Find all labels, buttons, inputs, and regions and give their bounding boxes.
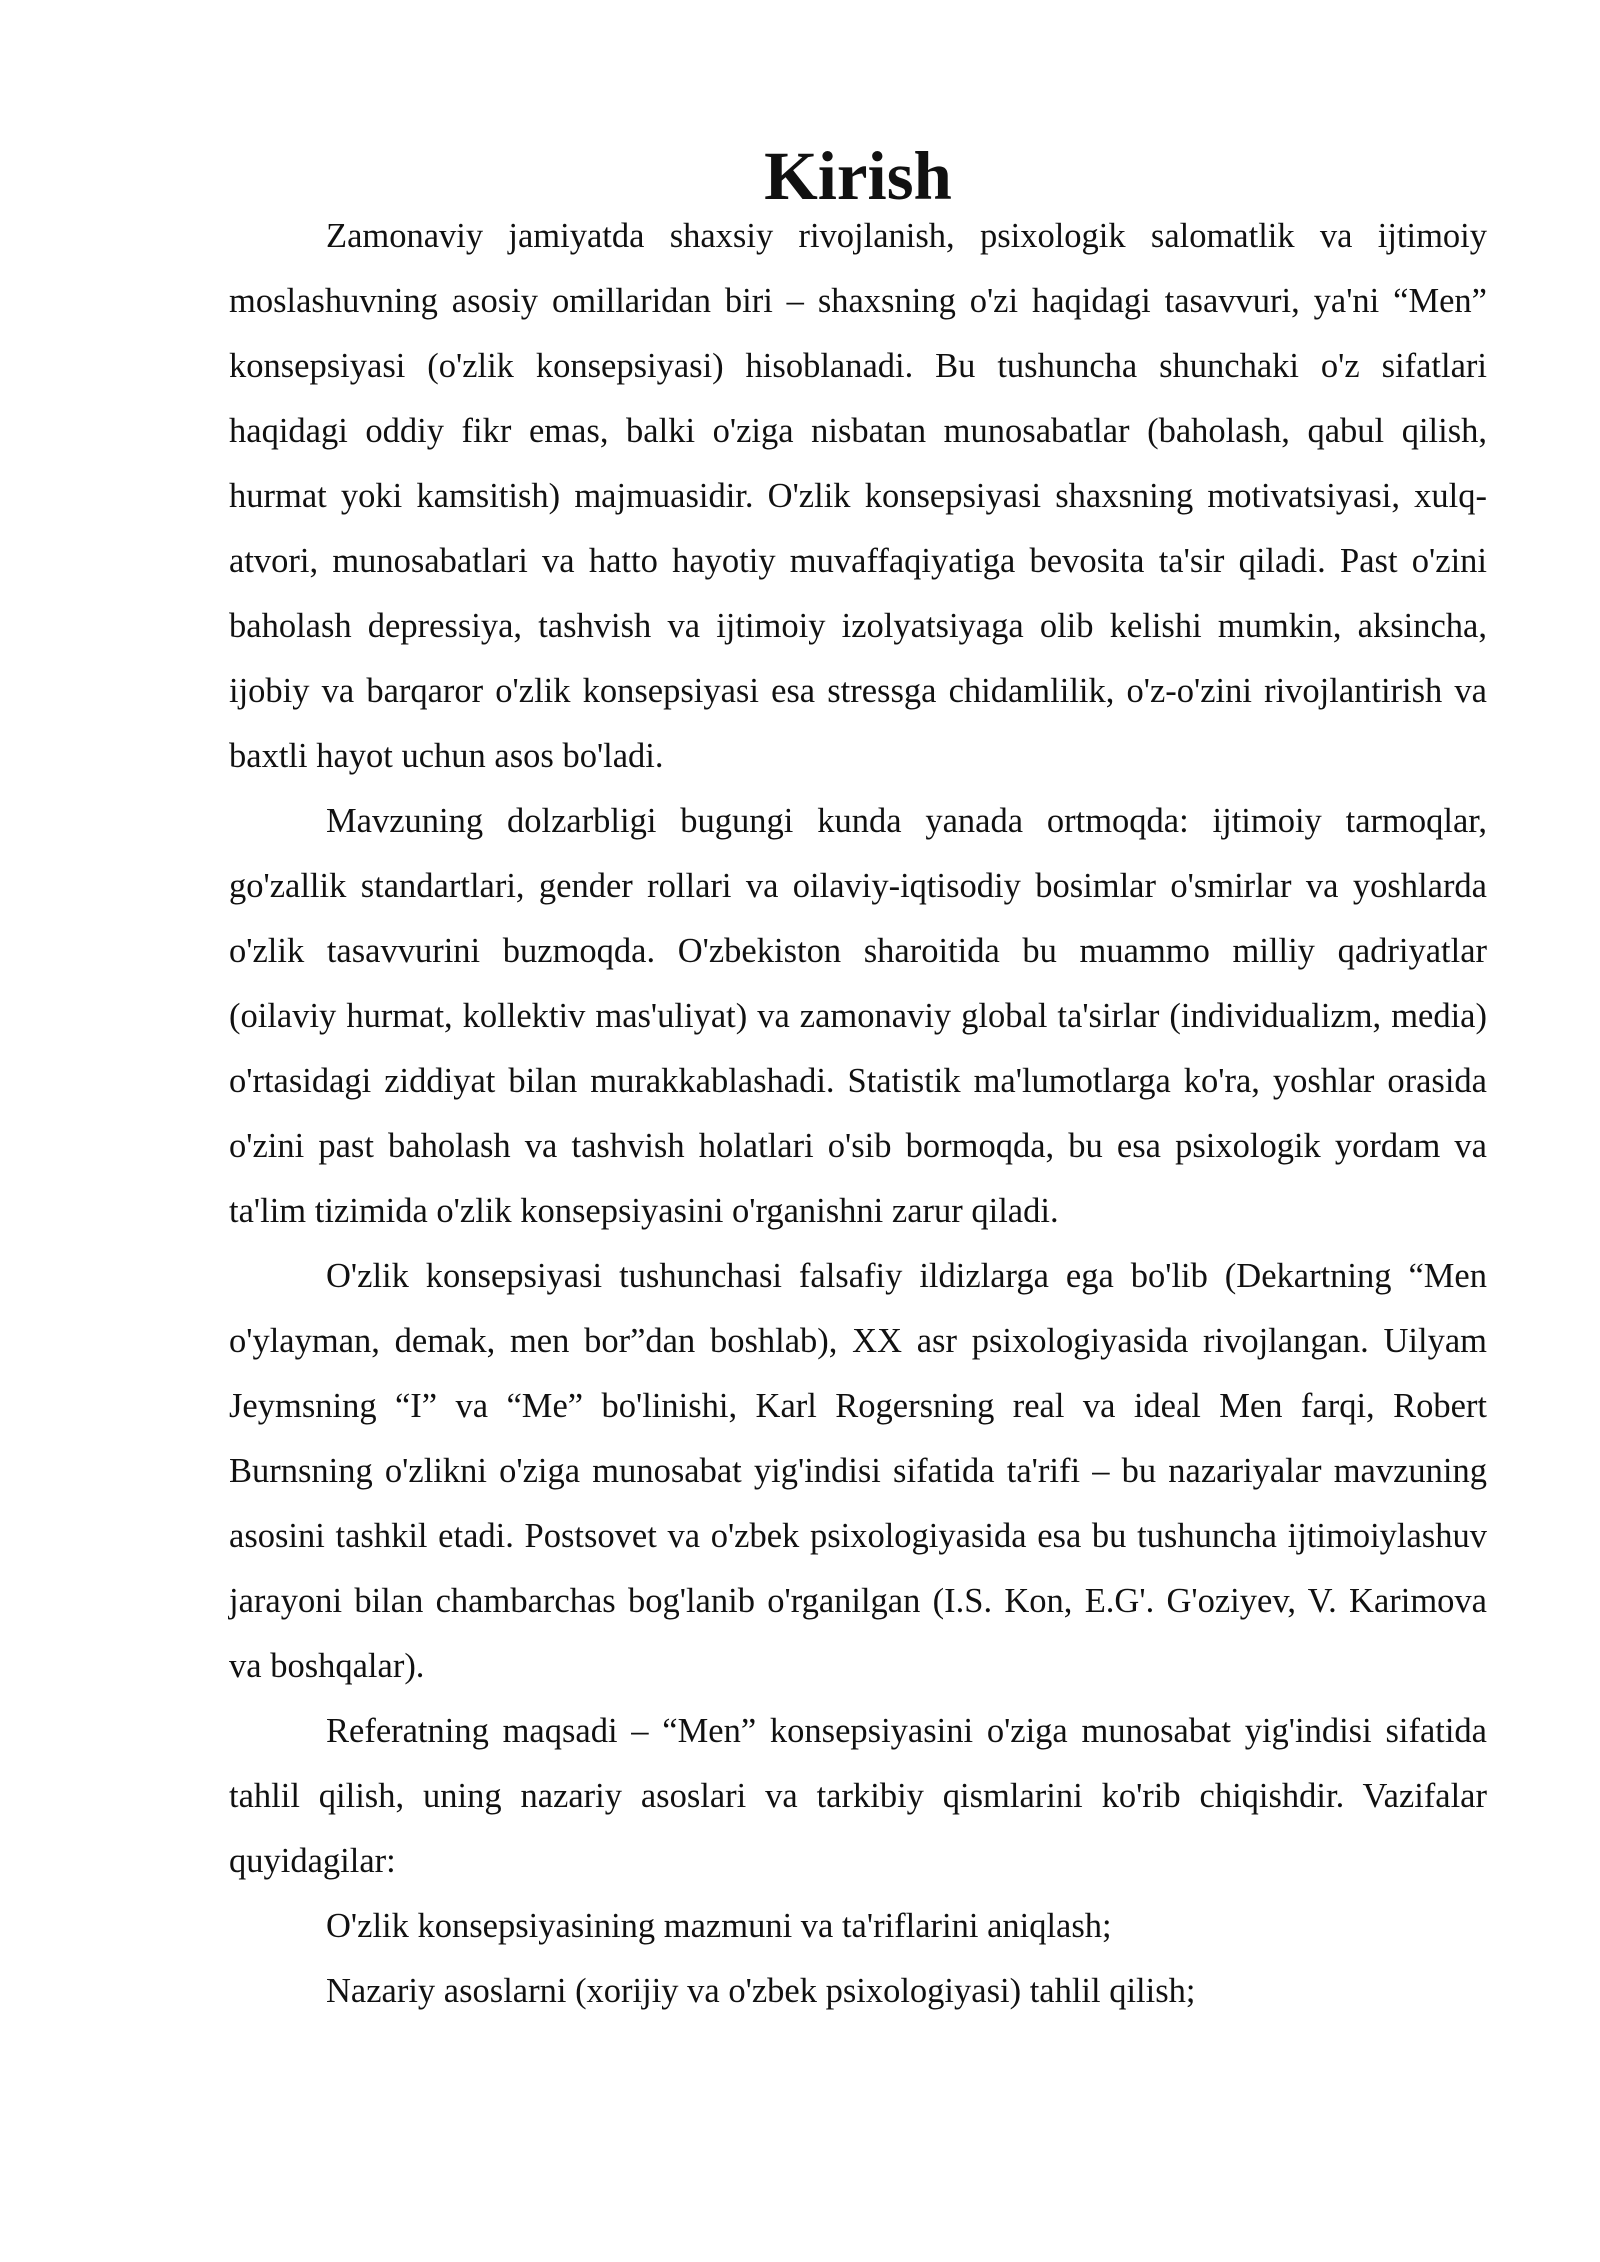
page-title: Kirish	[764, 138, 952, 214]
task-item: Nazariy asoslarni (xorijiy va o'zbek psixologiyasi) tahlil qilish;	[326, 1972, 1196, 2010]
document-page	[229, 138, 1487, 2024]
paragraph-theory: O'zlik konsepsiyasi tushunchasi falsafiy ildizlarga ega bo'lib (Dekartning “Men o'ylayman, demak, men bor”dan boshlab), XX asr psixologiyasida rivojlangan. Uilyam Jeymsning “I” va “Me” bo'linishi, Karl Rogersning real va ideal Men farqi, Robert Burnsning o'zlikni o'ziga munosabat yig'indisi sifatida ta'rifi – bu nazariyalar mavzuning asosini tashkil etadi. Postsovet va o'zbek psixologiyasida esa bu tushuncha ijtimoiylashuv jarayoni bilan chambarchas bog'lanib o'rganilgan (I.S. Kon, E.G'. G'oziyev, V. Karimova va boshqalar).	[229, 1257, 1487, 1685]
paragraph-relevance: Mavzuning dolzarbligi bugungi kunda yanada ortmoqda: ijtimoiy tarmoqlar, go'zallik standartlari, gender rollari va oilaviy-iqtisodiy bosimlar o'smirlar va yoshlarda o'zlik tasavvurini buzmoqda. O'zbekiston sharoitida bu muammo milliy qadriyatlar (oilaviy hurmat, kollektiv mas'uliyat) va zamonaviy global ta'sirlar (individualizm, media) o'rtasidagi ziddiyat bilan murakkablashadi. Statistik ma'lumotlarga ko'ra, yoshlar orasida o'zini past baholash va tashvish holatlari o'sib bormoqda, bu esa psixologik yordam va ta'lim tizimida o'zlik konsepsiyasini o'rganishni zarur qiladi.	[229, 802, 1487, 1230]
paragraph-intro: Zamonaviy jamiyatda shaxsiy rivojlanish, psixologik salomatlik va ijtimoiy moslashuvning asosiy omillaridan biri – shaxsning o'zi haqidagi tasavvuri, ya'ni “Men” konsepsiyasi (o'zlik konsepsiyasi) hisoblanadi. Bu tushuncha shunchaki o'z sifatlari haqidagi oddiy fikr emas, balki o'ziga nisbatan munosabatlar (baholash, qabul qilish, hurmat yoki kamsitish) majmuasidir. O'zlik konsepsiyasi shaxsning motivatsiyasi, xulq-atvori, munosabatlari va hatto hayotiy muvaffaqiyatiga bevosita ta'sir qiladi. Past o'zini baholash depressiya, tashvish va ijtimoiy izolyatsiyaga olib kelishi mumkin, aksincha, ijobiy va barqaror o'zlik konsepsiyasi esa stressga chidamlilik, o'z-o'zini rivojlantirish va baxtli hayot uchun asos bo'ladi.	[229, 217, 1487, 775]
paragraph-goal: Referatning maqsadi – “Men” konsepsiyasini o'ziga munosabat yig'indisi sifatida tahlil qilish, uning nazariy asoslari va tarkibiy qismlarini ko'rib chiqishdir. Vazifalar quyidagilar:	[229, 1712, 1487, 1880]
task-item: O'zlik konsepsiyasining mazmuni va ta'riflarini aniqlash;	[326, 1907, 1112, 1945]
